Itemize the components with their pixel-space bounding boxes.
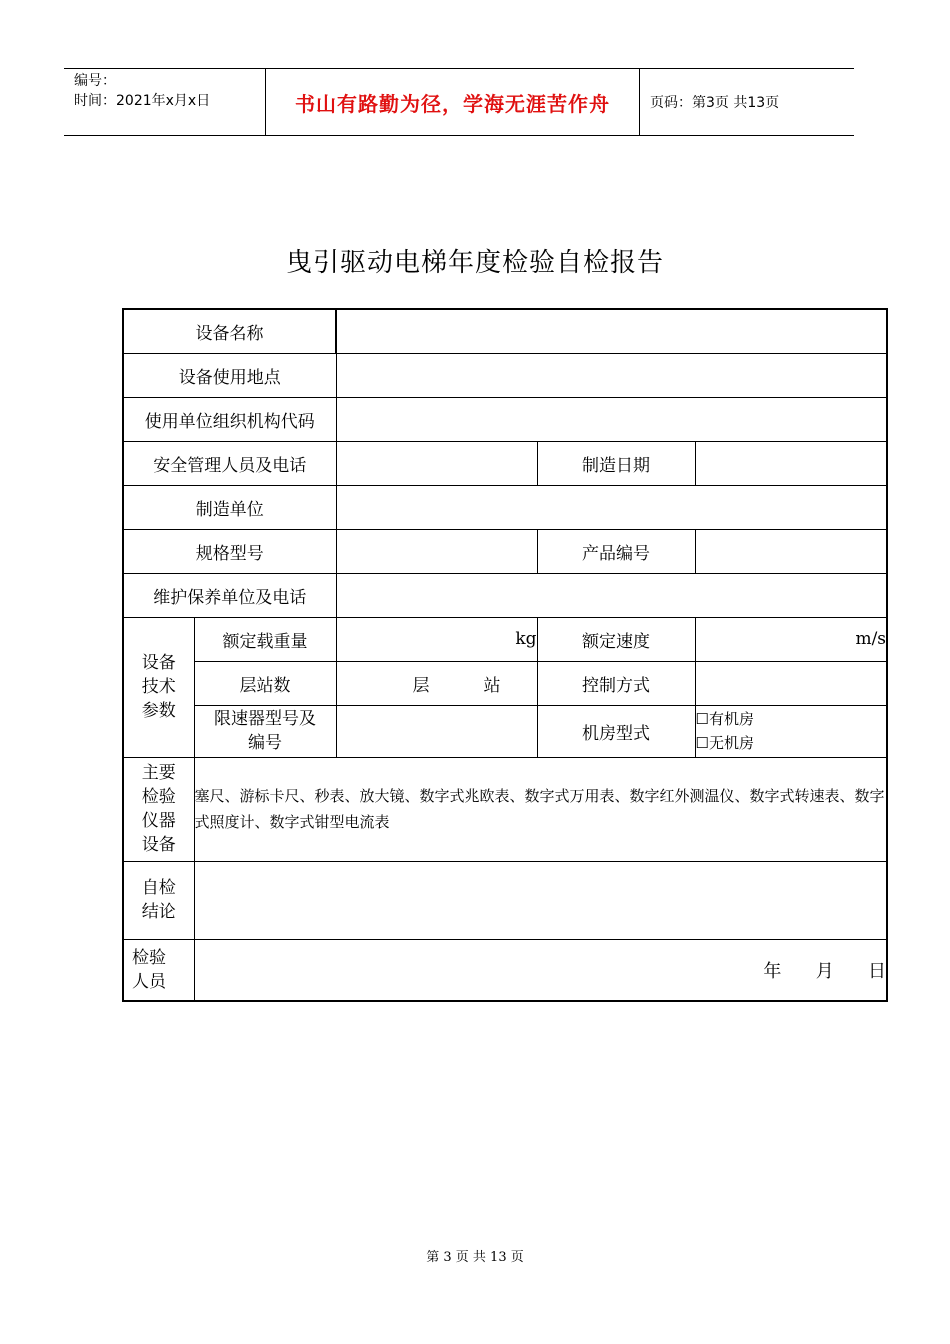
row-model [123,529,887,573]
header-meta [64,69,266,135]
maintenance-unit-label: 维护保养单位及电话 [123,573,336,617]
machine-room-options [695,705,887,757]
manufacture-date-label: 制造日期 [537,441,695,485]
safety-manager-field[interactable] [336,441,537,485]
governor-label [194,705,336,757]
control-mode-field[interactable] [695,661,887,705]
floors-field[interactable]: 层 站 [336,661,537,705]
header-motto: 书山有路勤为径，学海无涯苦作舟 [266,69,640,135]
org-code-field[interactable] [336,397,887,441]
governor-field[interactable] [336,705,537,757]
inspector-label-text: 检验人员 [132,947,166,992]
row-org-code [123,397,887,441]
page-title: 曳引驱动电梯年度检验自检报告 [285,248,664,278]
rated-load-field[interactable]: kg [336,617,537,661]
inspector-date-field[interactable]: 年 月 日 [194,939,887,1001]
rated-speed-field[interactable]: m/s [695,617,887,661]
org-code-label: 使用单位组织机构代码 [123,397,336,441]
device-name-label: 设备名称 [123,309,336,353]
rated-speed-label: 额定速度 [537,617,695,661]
conclusion-label-text: 自检结论 [141,878,176,922]
machine-room-label: 机房型式 [537,705,695,757]
option-with-machine-room[interactable]: ☐有机房 [695,710,754,728]
row-device-location [123,353,887,397]
row-rated-load [123,617,887,661]
device-location-field[interactable] [336,353,887,397]
row-device-name [123,309,887,353]
page-code: 页码：第3页 共13页 [650,95,780,111]
rated-load-label: 额定载重量 [194,617,336,661]
option-without-machine-room[interactable]: ☐无机房 [695,734,754,752]
conclusion-field[interactable] [194,861,887,939]
row-governor [123,705,887,757]
instruments-field[interactable]: 塞尺、游标卡尺、秒表、放大镜、数字式兆欧表、数字式万用表、数字红外测温仪、数字式转速表、数字式照度计、数字式钳型电流表 [194,757,887,861]
model-label: 规格型号 [123,529,336,573]
tech-params-label [123,617,194,757]
row-floors [123,661,887,705]
number-label: 编号： [74,73,116,89]
maintenance-unit-field[interactable] [336,573,887,617]
manufacturer-field[interactable] [336,485,887,529]
control-mode-label: 控制方式 [537,661,695,705]
time-label: 时间：2021年x月x日 [74,93,211,109]
instruments-label-text: 主要检验仪器设备 [141,763,176,855]
model-field[interactable] [336,529,537,573]
safety-manager-label: 安全管理人员及电话 [123,441,336,485]
row-inspector [123,939,887,1001]
device-name-field[interactable] [336,309,887,353]
product-no-field[interactable] [695,529,887,573]
row-safety-manager [123,441,887,485]
device-location-label: 设备使用地点 [123,353,336,397]
manufacturer-label: 制造单位 [123,485,336,529]
inspector-label [123,939,194,1001]
page-footer: 第 3 页 共 13 页 [426,1250,524,1265]
governor-text: 限速器型号及编号 [214,709,316,753]
floors-label: 层站数 [194,661,336,705]
instruments-label [123,757,194,861]
document-header [64,68,854,136]
row-manufacturer [123,485,887,529]
inspection-form [122,308,888,1002]
manufacture-date-field[interactable] [695,441,887,485]
row-maintenance-unit [123,573,887,617]
row-instruments [123,757,887,861]
conclusion-label [123,861,194,939]
row-conclusion [123,861,887,939]
tech-params-text: 设备技术参数 [141,653,176,721]
product-no-label: 产品编号 [537,529,695,573]
